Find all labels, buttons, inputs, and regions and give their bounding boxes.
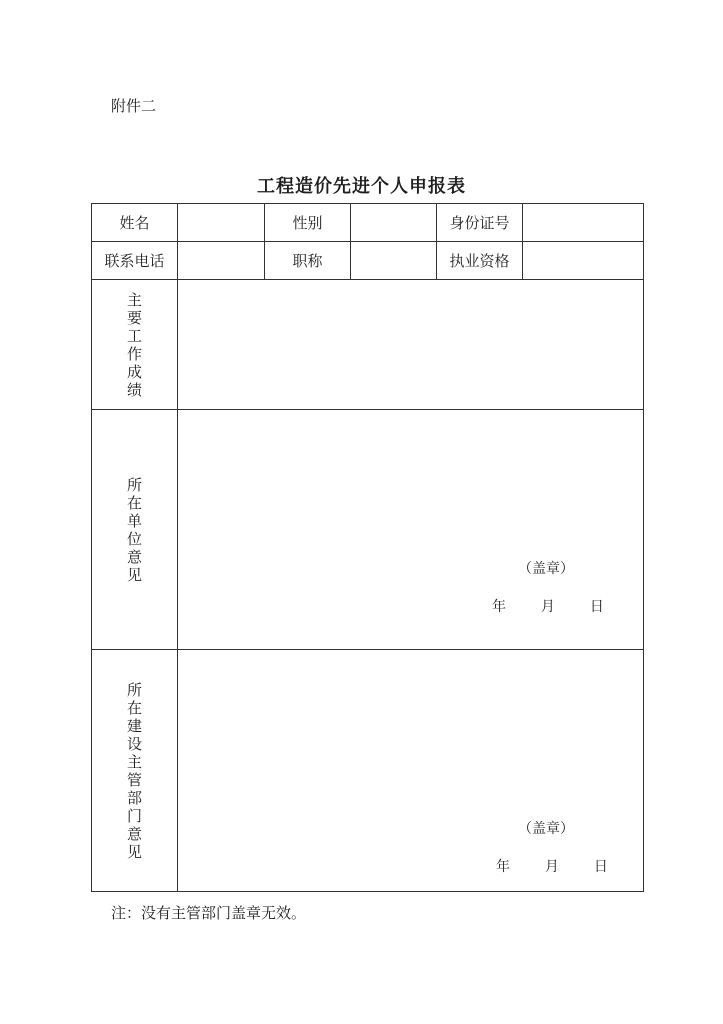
table-row [92, 242, 644, 280]
day-label: 日 [589, 599, 604, 615]
label-char: 主 [126, 752, 142, 771]
label-char: 位 [126, 529, 142, 548]
table-row [92, 650, 644, 892]
label-char: 主 [126, 290, 142, 309]
label-char: 工 [126, 326, 142, 345]
label-char: 见 [126, 565, 142, 584]
table-row [92, 410, 644, 650]
unit-opinion-field[interactable] [178, 410, 644, 650]
authority-opinion-label [92, 650, 178, 892]
label-char: 单 [126, 511, 142, 530]
form-title: 工程造价先进个人申报表 [257, 176, 466, 197]
phone-label: 联系电话 [92, 242, 178, 280]
table-row [92, 204, 644, 242]
month-label: 月 [540, 599, 555, 615]
day-label: 日 [593, 859, 608, 875]
achievements-label-text [92, 291, 177, 399]
label-char: 见 [126, 842, 142, 861]
year-label: 年 [492, 599, 506, 615]
job-title-label: 职称 [265, 242, 351, 280]
label-char: 意 [126, 824, 142, 843]
name-label: 姓名 [92, 204, 178, 242]
label-char: 在 [126, 493, 142, 512]
attachment-label: 附件二 [111, 97, 157, 115]
achievements-label [92, 280, 178, 410]
label-char: 意 [126, 547, 142, 566]
achievements-field[interactable] [178, 280, 644, 410]
table-row [92, 280, 644, 410]
label-char: 设 [126, 734, 142, 753]
label-char: 管 [126, 770, 142, 789]
authority-seal-text: （盖章） [518, 821, 574, 837]
label-char: 成 [126, 362, 142, 381]
authority-date-line [496, 856, 608, 876]
label-char: 所 [126, 475, 142, 494]
qualification-label: 执业资格 [437, 242, 523, 280]
unit-seal-text: （盖章） [518, 561, 574, 577]
unit-opinion-label [92, 410, 178, 650]
footnote: 注：没有主管部门盖章无效。 [111, 904, 307, 922]
application-form-table [91, 203, 644, 892]
label-char: 要 [126, 308, 142, 327]
label-char: 作 [126, 344, 142, 363]
label-char: 门 [126, 806, 142, 825]
authority-opinion-label-text [92, 681, 177, 861]
authority-opinion-field[interactable] [178, 650, 644, 892]
unit-date-line [492, 596, 604, 616]
label-char: 在 [126, 698, 142, 717]
gender-label: 性别 [265, 204, 351, 242]
phone-field[interactable] [178, 242, 265, 280]
id-number-label: 身份证号 [437, 204, 523, 242]
label-char: 绩 [126, 380, 142, 399]
label-char: 建 [126, 716, 142, 735]
unit-opinion-label-text [92, 476, 177, 584]
month-label: 月 [544, 859, 559, 875]
label-char: 部 [126, 788, 142, 807]
qualification-field[interactable] [523, 242, 644, 280]
job-title-field[interactable] [351, 242, 437, 280]
id-number-field[interactable] [523, 204, 644, 242]
gender-field[interactable] [351, 204, 437, 242]
name-field[interactable] [178, 204, 265, 242]
label-char: 所 [126, 680, 142, 699]
year-label: 年 [496, 859, 510, 875]
